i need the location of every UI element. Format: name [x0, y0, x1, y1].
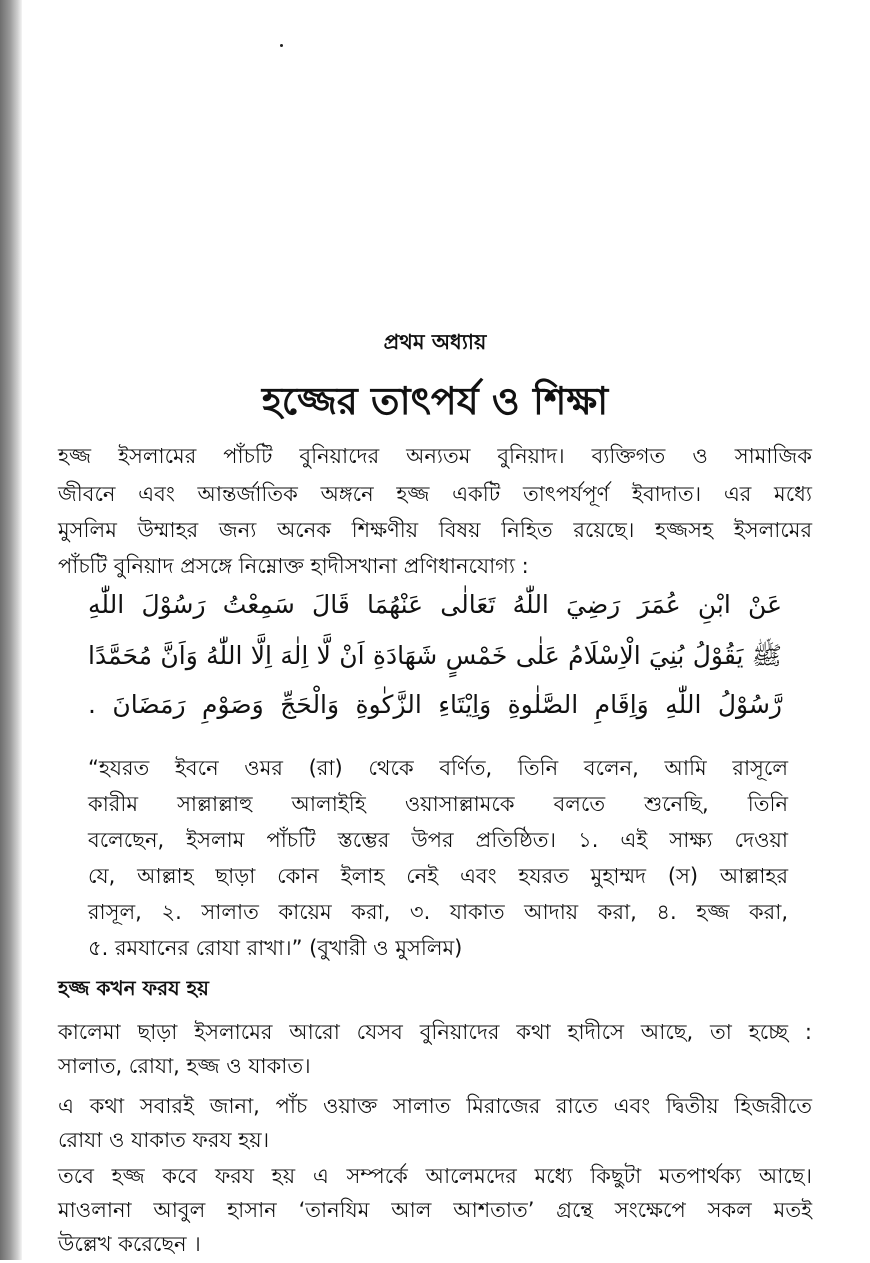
body-line: সালাত, রোযা, হজ্জ ও যাকাত।: [58, 1054, 311, 1078]
body-line: উল্লেখ করেছেন ।: [58, 1232, 201, 1256]
translation-line: কারীম সাল্লাল্লাহু আলাইহি ওয়াসাল্লামকে বলতে শুনেছি, তিনি: [88, 792, 788, 816]
arabic-line: عَنْ ابْنِ عُمَرَ رَضِيَ اللّٰهُ تَعَالٰى عَنْهُمَا قَالَ سَمِعْتُ رَسُوْلَ اللّٰهِ: [88, 590, 782, 619]
intro-line: হজ্জ ইসলামের পাঁচটি বুনিয়াদের অন্যতম বুনিয়াদ। ব্যক্তিগত ও সামাজিক: [58, 444, 812, 468]
translation-line: ৫. রমযানের রোযা রাখা।” (বুখারী ও মুসলিম): [88, 936, 463, 960]
chapter-title: হজ্জের তাৎপর্য ও শিক্ষা: [261, 379, 609, 423]
body-line: কালেমা ছাড়া ইসলামের আরো যেসব বুনিয়াদের কথা হাদীসে আছে, তা হচ্ছে :: [58, 1020, 812, 1044]
arabic-line: رَّسُوْلُ اللّٰهِ وَاِقَامِ الصَّلٰوةِ وَاِيْتَاءِ الزَّكٰوةِ وَالْحَجِّ وَصَوْمِ رَمَضَانَ .: [88, 690, 782, 719]
body-line: মাওলানা আবুল হাসান ‘তানযিম আল আশতাত’ গ্রন্থে সংক্ষেপে সকল মতই: [58, 1198, 812, 1222]
body-line: তবে হজ্জ কবে ফরয হয় এ সম্পর্কে আলেমদের মধ্যে কিছুটা মতপার্থক্য আছে।: [58, 1164, 812, 1188]
section-heading: হজ্জ কখন ফরয হয়: [58, 976, 209, 1000]
arabic-line: ﷺ يَقُوْلُ بُنِيَ الْاِسْلَامُ عَلٰى خَمْسٍ شَهَادَةِ اَنْ لَّا اِلٰهَ اِلَّا اللّٰهُ وَاَنَّ مُحَمَّدًا: [88, 641, 782, 670]
chapter-label: প্রথম অধ্যায়: [383, 330, 487, 354]
intro-line: জীবনে এবং আন্তর্জাতিক অঙ্গনে হজ্জ একটি তাৎপর্যপূর্ণ ইবাদাত। এর মধ্যে: [58, 482, 812, 506]
translation-line: বলেছেন, ইসলাম পাঁচটি স্তম্ভের উপর প্রতিষ্ঠিত। ১. এই সাক্ষ্য দেওয়া: [88, 828, 788, 852]
print-speck: [280, 44, 283, 47]
intro-line: মুসলিম উম্মাহর জন্য অনেক শিক্ষণীয় বিষয় নিহিত রয়েছে। হজ্জসহ ইসলামের: [58, 518, 812, 542]
translation-line: যে, আল্লাহ ছাড়া কোন ইলাহ নেই এবং হযরত মুহাম্মদ (স) আল্লাহর: [88, 864, 788, 888]
body-line: এ কথা সবারই জানা, পাঁচ ওয়াক্ত সালাত মিরাজের রাতে এবং দ্বিতীয় হিজরীতে: [58, 1094, 812, 1118]
translation-line: “হযরত ইবনে ওমর (রা) থেকে বর্ণিত, তিনি বলেন, আমি রাসূলে: [88, 756, 788, 780]
book-spine-shadow: [0, 0, 22, 1260]
intro-line: পাঁচটি বুনিয়াদ প্রসঙ্গে নিম্নোক্ত হাদীসখানা প্রণিধানযোগ্য :: [58, 554, 529, 578]
translation-line: রাসূল, ২. সালাত কায়েম করা, ৩. যাকাত আদায় করা, ৪. হজ্জ করা,: [88, 900, 788, 924]
body-line: রোযা ও যাকাত ফরয হয়।: [58, 1128, 270, 1152]
